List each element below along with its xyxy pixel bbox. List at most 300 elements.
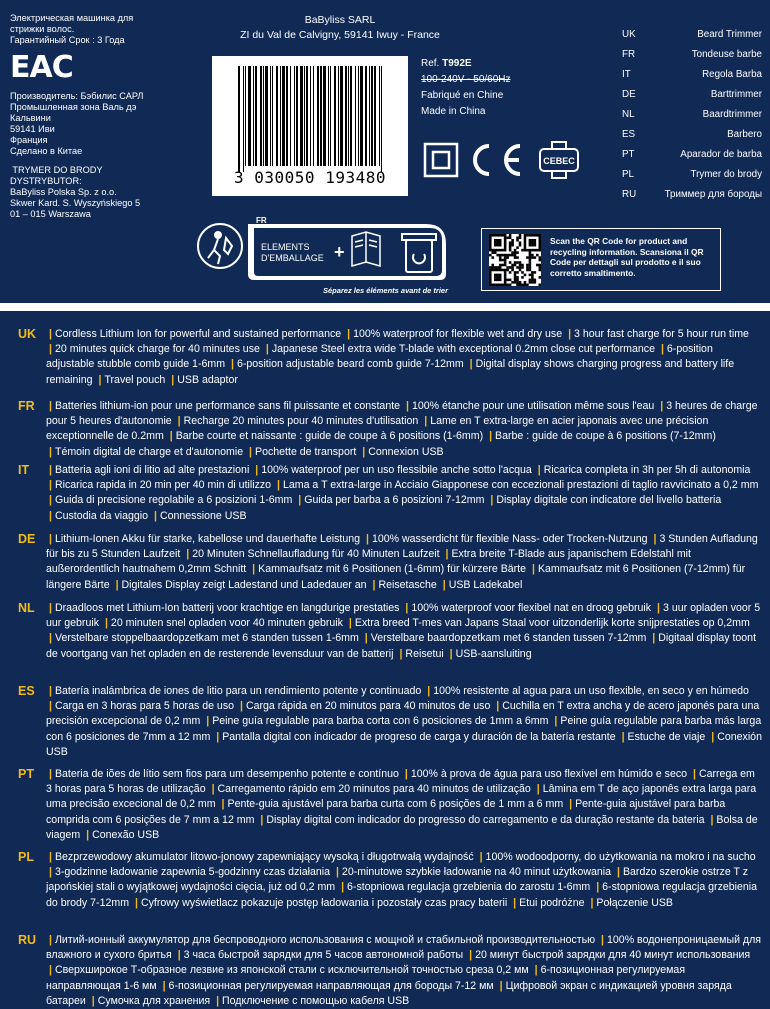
product-name-row — [622, 87, 762, 107]
pl-meta-line: BaByliss Polska Sp. z o.o. — [10, 187, 117, 197]
feature-item: Japanese Steel extra wide T-blade with exceptional 0.2mm close cut performance — [271, 343, 655, 356]
separator-bar: | — [372, 578, 376, 591]
separator-bar: | — [404, 768, 408, 780]
feature-text — [46, 933, 762, 1009]
barcode-number: 3 030050 193480 — [234, 168, 386, 187]
separator-bar: | — [49, 343, 52, 356]
feature-item: Цифровой экран с индикацией уровня заряда батареи — [46, 979, 732, 1007]
separator-bar: | — [49, 964, 52, 977]
feature-text — [46, 850, 762, 911]
feature-item: Pente-guia ajustável para barba comprida com 6 posições de 7 mm a 12 mm — [46, 798, 726, 826]
barcode-bar — [381, 66, 382, 172]
qr-code[interactable] — [489, 234, 541, 286]
feature-item: Bezprzewodowy akumulator litowo-jonowy zapewniający wysoką i długotrwałą wydajność — [54, 851, 474, 863]
feature-item: Batteria agli ioni di litio ad alte prestazioni — [54, 464, 250, 476]
pl-meta-line: Skwer Kard. S. Wyszyńskiego 5 — [10, 198, 141, 208]
separator-bar: | — [177, 949, 181, 962]
separator-bar: | — [341, 881, 345, 894]
feature-text — [46, 399, 762, 460]
separator-bar: | — [653, 533, 657, 545]
separator-bar: | — [711, 730, 715, 743]
made-in-en: Made in China — [421, 106, 486, 117]
feature-item: Conexión USB — [46, 730, 762, 758]
feature-text — [46, 463, 762, 524]
barcode-bar — [365, 66, 367, 166]
separator-bar: | — [49, 768, 52, 780]
product-name: Trymer do brody — [690, 169, 762, 180]
feature-item: Pantalla digital con indicador de progreso de carga y duración de la batería restante — [222, 730, 616, 743]
triman-icon — [198, 224, 242, 268]
separator-bar: | — [255, 464, 259, 476]
feature-item: Kammaufsatz mit 6 Positionen (7-12mm) für längere Bärte — [46, 563, 746, 591]
separator-bar: | — [221, 798, 225, 811]
feature-item: 6-позиционная регулируемая направляющая 1-6 мм — [46, 964, 686, 992]
feature-item: 3 Stunden Aufladung für bis zu 5 Stunden Laufzeit — [46, 533, 758, 561]
feature-item: 100% waterproof for flexible wet and dry use — [353, 328, 563, 340]
barcode — [212, 56, 408, 196]
ru-meta-line: 59141 Иви — [10, 124, 55, 134]
feature-item: 6-stopniowa regulacja grzebienia do zarostu 1-6mm — [347, 881, 591, 894]
cebec-mark-icon — [540, 142, 578, 178]
barcode-bar — [330, 66, 331, 166]
lang-code: NL — [622, 109, 635, 120]
barcode-bar — [369, 66, 370, 166]
separator-bar: | — [617, 866, 620, 879]
barcode-bar — [320, 66, 322, 166]
separator-bar: | — [406, 400, 409, 412]
feature-item: Kammaufsatz mit 6 Positionen (1-6mm) für kürzere Bärte — [258, 563, 527, 576]
feature-item: Témoin digital de charge et d'autonomie — [54, 445, 244, 458]
separator-bar: | — [49, 934, 52, 946]
separator-bar: | — [449, 647, 453, 660]
feature-item: Carga en 3 horas para 5 horas de uso — [54, 700, 235, 713]
product-name-row — [622, 27, 762, 47]
barcode-bar — [310, 66, 311, 166]
separator-bar: | — [427, 685, 431, 697]
barcode-bar — [245, 66, 246, 166]
barcode-bar — [313, 66, 314, 166]
feature-text — [46, 327, 762, 388]
lang-code: IT — [622, 69, 631, 80]
separator-bar: | — [265, 343, 269, 356]
barcode-bar — [360, 66, 363, 166]
separator-bar: | — [91, 994, 95, 1007]
separator-bar: | — [660, 400, 664, 412]
lang-code: UK — [622, 29, 636, 40]
barcode-bar — [348, 66, 349, 166]
feature-item: USB Ladekabel — [448, 578, 523, 591]
feature-item: Ricarica rapida in 20 min per 40 min di utilizzo — [54, 479, 272, 492]
separator-bar: | — [216, 994, 220, 1007]
feature-item: Etui podróżne — [519, 896, 585, 909]
separator-bar: | — [489, 430, 493, 443]
barcode-bar — [263, 66, 264, 166]
barcode-bar — [323, 66, 326, 166]
separator-bar: | — [115, 578, 119, 591]
ru-meta-line: Промышленная зона Валь дэ — [10, 102, 137, 112]
barcode-bar — [296, 66, 298, 166]
feature-item: Bardzo szerokie ostrze T z japońskiej stali o wyjątkowej wydajności cięcia, już od 0,2 mm — [46, 866, 748, 894]
feature-item: Lâmina em T de aço japonês extra larga para uma precisão excecional de 0,2 mm — [46, 783, 757, 811]
feature-item: Display digital com indicador do progresso do carregamento e da duração restante da bateria — [266, 813, 705, 826]
feature-item: 100% waterproof per un uso flessibile anche sotto l'acqua — [261, 464, 532, 476]
separator-bar: | — [568, 328, 572, 340]
separator-bar: | — [479, 851, 483, 863]
ref-block — [421, 56, 511, 120]
barcode-bar — [317, 66, 319, 166]
separator-bar: | — [49, 445, 52, 458]
separator-bar: | — [49, 866, 52, 879]
product-name: Regola Barba — [702, 69, 762, 80]
triman-sorting-info — [196, 216, 452, 296]
separator-bar: | — [49, 479, 52, 492]
separator-bar: | — [660, 343, 664, 356]
separator-bar: | — [596, 881, 600, 894]
feature-item: Digitales Display zeigt Ladestand und Ladedauer an — [121, 578, 367, 591]
separator-bar: | — [211, 783, 215, 796]
separator-bar: | — [239, 700, 243, 713]
section-lang-code: PT — [18, 767, 34, 781]
svg-text:CEBEC: CEBEC — [543, 156, 575, 166]
separator-bar: | — [104, 617, 108, 630]
section-lang-code: PL — [18, 850, 34, 864]
product-name: Barttrimmer — [710, 89, 762, 100]
feature-item: USB adaptor — [177, 373, 238, 386]
barcode-bar — [260, 66, 262, 166]
separator-bar: | — [49, 632, 52, 645]
triman-plus: + — [334, 242, 345, 262]
separator-bar: | — [348, 617, 352, 630]
separator-bar: | — [569, 798, 573, 811]
separator-bar: | — [98, 373, 102, 386]
feature-item: 100% étanche pour une utilisation même sous l'eau — [411, 400, 655, 412]
separator-bar: | — [496, 700, 500, 713]
barcode-bar — [270, 66, 271, 166]
feature-item: Lama a T extra-large in Acciaio Giapponese con eccezionali prestazioni di taglio ravvicinato a 0,2 mm — [282, 479, 759, 492]
feature-item: Cordless Lithium Ion for powerful and sustained performance — [54, 328, 342, 340]
separator-bar: | — [364, 632, 368, 645]
separator-bar: | — [169, 430, 173, 443]
separator-bar: | — [590, 896, 594, 909]
barcode-bar — [306, 66, 308, 166]
feature-item: Peine guía regulable para barba más larga con 6 posiciones de 7mm a 12 mm — [46, 715, 762, 743]
product-name-row — [622, 167, 762, 187]
lang-code: DE — [622, 89, 636, 100]
separator-bar: | — [277, 479, 280, 492]
feature-item: 3 hour fast charge for 5 hour run time — [574, 328, 749, 340]
feature-item: 20 minutes quick charge for 40 minutes use — [54, 343, 260, 356]
feature-item: Recharge 20 minutes pour 40 minutes d'utilisation — [183, 415, 419, 428]
feature-item: 100% wodoodporny, do użytkowania na mokro i na sucho — [485, 851, 756, 863]
section-lang-code: ES — [18, 684, 35, 698]
made-in-fr: Fabriqué en Chine — [421, 90, 504, 101]
separator-bar: | — [490, 494, 494, 507]
separator-bar: | — [692, 768, 696, 780]
feature-item: 6-stopniowa regulacja grzebienia do brody 7-12mm — [46, 881, 758, 909]
lang-code: RU — [622, 189, 637, 200]
separator-bar: | — [442, 578, 446, 591]
feature-item: Connexion USB — [368, 445, 444, 458]
separator-bar: | — [134, 896, 138, 909]
section-lang-code: FR — [18, 399, 35, 413]
ru-meta-line: стрижки волос. — [10, 24, 75, 34]
barcode-bar — [238, 66, 240, 172]
lang-code: FR — [622, 49, 636, 60]
feature-item: Verstelbare baardopzetkam met 6 standen tussen 7-12mm — [370, 632, 647, 645]
feature-item: Verstelbare stoppelbaardopzetkam met 6 standen tussen 1-6mm — [54, 632, 359, 645]
separator-bar: | — [249, 445, 253, 458]
eac-mark-icon: EAC — [10, 50, 73, 85]
feature-item: Batteries lithium-ion pour une performance sans fil puissante et constante — [54, 400, 401, 412]
feature-item: 3 часа быстрой зарядки для 5 часов автономной работы — [183, 949, 464, 962]
separator-bar: | — [230, 358, 234, 371]
barcode-bar — [334, 66, 336, 166]
separator-bar: | — [49, 685, 52, 697]
barcode-bar — [248, 66, 251, 166]
barcode-bar — [340, 66, 343, 166]
barcode-bar — [338, 66, 339, 166]
feature-item: Digital display shows charging progress and battery life remaining — [46, 358, 735, 386]
feature-item: Custodia da viaggio — [54, 509, 149, 522]
separator-bar: | — [49, 851, 52, 863]
label-top-panel — [0, 0, 770, 303]
double-insulation-icon — [425, 144, 457, 176]
product-name-row — [622, 127, 762, 147]
barcode-bar — [304, 66, 305, 166]
separator-bar: | — [335, 866, 339, 879]
barcode-bar — [265, 66, 268, 166]
manufacturer-block — [180, 13, 500, 43]
certification-symbols — [421, 140, 581, 182]
product-name-row — [622, 107, 762, 127]
separator-bar: | — [424, 415, 428, 428]
feature-item: Pente-guia ajustável para barba curta com 6 posições de 1 mm a 6 mm — [227, 798, 564, 811]
feature-item: 3-godzinne ładowanie zapewnia 5-godzinny czas działania — [54, 866, 330, 879]
separator-bar: | — [469, 358, 473, 371]
feature-item: Connessione USB — [159, 509, 247, 522]
feature-text — [46, 767, 762, 843]
separator-bar: | — [153, 509, 157, 522]
lang-code: ES — [622, 129, 636, 140]
barcode-bar — [294, 66, 295, 166]
feature-item: Ricarica completa in 3h per 5h di autonomia — [543, 464, 751, 476]
feature-item: Guida per barba a 6 posizioni 7-12mm — [304, 494, 485, 507]
feature-item: Сумочка для хранения — [97, 994, 211, 1007]
feature-item: 6-position adjustable beard comb guide 7-12mm — [236, 358, 464, 371]
feature-item: Display digitale con indicatore del livello batteria — [496, 494, 722, 507]
barcode-bar — [358, 66, 359, 166]
product-name-list — [622, 27, 762, 207]
barcode-bar — [290, 66, 291, 166]
ru-meta-line: Сделано в Китае — [10, 146, 83, 156]
feature-item: Carregamento rápido em 20 minutos para 40 minutos de utilização — [217, 783, 531, 796]
feature-item: Extra breite T-Blade aus japanischem Edelstahl mit außerordentlich hautnahem 0,2mm Schnitt — [46, 548, 691, 576]
company-name: BaByliss SARL — [304, 14, 376, 26]
feature-item: 3 uur opladen voor 5 uur gebruik — [46, 602, 761, 630]
pl-meta-line: TRYMER DO BRODY — [10, 165, 103, 175]
feature-item: Pochette de transport — [255, 445, 357, 458]
ref-prefix: Ref. — [421, 58, 443, 69]
separator-bar: | — [206, 715, 210, 728]
separator-bar: | — [49, 494, 52, 507]
feature-text — [46, 532, 762, 593]
feature-item: 6-position adjustable stubble comb guide 1-6mm — [46, 343, 713, 371]
section-lang-code: NL — [18, 601, 35, 615]
triman-note: Séparez les éléments avant de trier — [322, 286, 448, 295]
feature-item: USB-aansluiting — [455, 647, 532, 660]
feature-item: 100% resistente al agua para un uso flexible, en seco y en húmedo — [433, 685, 749, 697]
triman-label-2: D'EMBALLAGE — [261, 253, 324, 263]
ru-meta-line: Кальвини — [10, 113, 51, 123]
separator-bar: | — [362, 445, 366, 458]
barcode-bar — [350, 66, 352, 166]
feature-item: Batería inalámbrica de iones de litio para un rendimiento potente y continuado — [54, 685, 422, 697]
barcode-bar — [371, 66, 373, 166]
feature-item: Barbe : guide de coupe à 6 positions (7-12mm) — [495, 430, 716, 443]
separator-bar: | — [49, 464, 52, 476]
separator-bar: | — [601, 934, 605, 946]
separator-bar: | — [469, 949, 473, 962]
product-name-row — [622, 47, 762, 67]
feature-item: Cyfrowy wyświetlacz pokazuje postęp ładowania i pozostały czas pracy baterii — [140, 896, 508, 909]
feature-item: Draadloos met Lithium-Ion batterij voor krachtige en langdurige prestaties — [54, 602, 400, 614]
lang-code: PT — [622, 149, 635, 160]
ru-meta-line: Электрическая машинка для — [10, 13, 134, 23]
feature-item: Estuche de viaje — [627, 730, 706, 743]
section-lang-code: UK — [18, 327, 37, 341]
separator-bar: | — [177, 415, 181, 428]
feature-item: Bateria de iões de lítio sem fios para um desempenho potente e contínuo — [54, 768, 399, 780]
feature-item: Carrega em 3 horas para 5 horas de utilização — [46, 768, 755, 796]
separator-bar: | — [534, 964, 538, 977]
barcode-bar — [374, 66, 376, 166]
separator-bar: | — [347, 328, 351, 340]
feature-text — [46, 601, 762, 662]
feature-item: 6-позиционная регулируемая направляющая для бороды 7-12 мм — [168, 979, 494, 992]
separator-bar: | — [49, 700, 52, 713]
product-name: Tondeuse barbe — [691, 49, 762, 60]
feature-item: 100% водонепроницаемый для влажного и сухого бритья — [46, 934, 762, 962]
section-lang-code: IT — [18, 463, 30, 477]
pl-meta-line: 01 – 015 Warszawa — [10, 209, 91, 219]
product-name: Beard Trimmer — [697, 29, 762, 40]
barcode-bar — [300, 66, 303, 166]
product-name-row — [622, 187, 762, 207]
separator-bar: | — [554, 715, 558, 728]
triman-label-1: ELEMENTS — [261, 242, 310, 252]
separator-bar: | — [399, 647, 403, 660]
barcode-bar — [276, 66, 278, 166]
product-name: Триммер для бороды — [664, 189, 762, 200]
separator-bar: | — [186, 548, 190, 561]
feature-item: 20 Minuten Schnellaufladung für 40 Minuten Laufzeit — [192, 548, 440, 561]
barcode-bar — [345, 66, 347, 166]
separator-bar: | — [531, 563, 535, 576]
feature-item: Lame en T extra-large en acier japonais avec une précision exceptionnelle de 0.2mm — [46, 415, 709, 443]
separator-bar: | — [298, 494, 302, 507]
separator-bar: | — [86, 828, 90, 841]
separator-bar: | — [49, 602, 52, 614]
feature-item: Guida di precisione regolabile a 6 posizioni 1-6mm — [54, 494, 293, 507]
qr-code-icon — [489, 234, 541, 286]
feature-text — [46, 684, 762, 760]
ce-mark-icon — [475, 146, 520, 174]
feature-item: Carga rápida en 20 minutos para 40 minutos de uso — [245, 700, 491, 713]
ref-model: T992E — [442, 58, 472, 69]
feature-item: Peine guía regulable para barba corta con 6 posiciones de 1mm a 6mm — [212, 715, 549, 728]
separator-bar: | — [536, 783, 540, 796]
feature-item: Extra breed T-mes van Japans Staal voor uitzonderlijk korte snijprestaties op 0,2mm — [354, 617, 750, 630]
separator-bar: | — [49, 400, 52, 412]
pl-meta-line: DYSTRYBUTOR: — [10, 176, 82, 186]
separator-bar: | — [652, 632, 656, 645]
barcode-bar — [286, 66, 288, 166]
product-name: Baardtrimmer — [702, 109, 762, 120]
feature-item: Połączenie USB — [596, 896, 673, 909]
feature-item: Bolsa de viagem — [46, 813, 758, 841]
separator-bar: | — [621, 730, 625, 743]
feature-item: 20-minutowe szybkie ładowanie na 40 minut użytkowania — [341, 866, 612, 879]
separator-bar: | — [252, 563, 256, 576]
barcode-bar — [355, 66, 356, 166]
ru-meta-line: Гарантийный Срок : 3 Года — [10, 35, 125, 45]
separator-bar: | — [49, 509, 52, 522]
separator-bar: | — [365, 533, 369, 545]
feature-item: Reisetui — [405, 647, 444, 660]
feature-item: Подключение с помощью кабеля USB — [222, 994, 410, 1007]
feature-item: Conexão USB — [92, 828, 160, 841]
feature-item: Сверхширокое Т-образное лезвие из японской стали с исключительной точностью среза 0,2 мм — [54, 964, 529, 977]
separator-bar: | — [216, 730, 220, 743]
barcode-bar — [253, 66, 254, 166]
separator-bar: | — [537, 464, 541, 476]
feature-list-panel — [0, 311, 770, 1009]
separator-bar: | — [513, 896, 517, 909]
feature-item: 100% à prova de água para uso flexível em húmido e seco — [410, 768, 688, 780]
feature-item: Travel pouch — [104, 373, 166, 386]
barcode-bar — [255, 66, 257, 166]
feature-item: Digitaal display toont de voortgang van het opladen en de resterende levensduur van de batterij — [46, 632, 757, 660]
feature-item: Lithium-Ionen Akku für starke, kabellose und dauerhafte Leistung — [54, 533, 361, 545]
product-name-row — [622, 147, 762, 167]
separator-bar: | — [49, 328, 52, 340]
separator-bar: | — [657, 602, 660, 614]
section-lang-code: RU — [18, 933, 37, 947]
feature-item: 20 minuten snel opladen voor 40 minuten gebruik — [110, 617, 343, 630]
qr-info-box — [481, 228, 721, 291]
ru-legal-block — [10, 13, 170, 220]
barcode-bar — [282, 66, 285, 166]
product-name-row — [622, 67, 762, 87]
barcode-bar — [328, 66, 329, 166]
separator-bar: | — [710, 813, 714, 826]
barcode-bar — [379, 66, 380, 166]
barcode-bar — [272, 66, 273, 166]
qr-instructions: Scan the QR Code for product and recycling information. Scansiona il QR Code per dettagli sul prodotto e il suo corretto smaltimento. — [550, 236, 704, 278]
barcode-bar — [280, 66, 281, 166]
separator-bar: | — [260, 813, 264, 826]
triman-country: FR — [256, 216, 267, 225]
separator-bar: | — [171, 373, 175, 386]
separator-bar: | — [49, 533, 52, 545]
separator-bar: | — [162, 979, 166, 992]
feature-item: 100% waterproof voor flexibel nat en droog gebruik — [411, 602, 652, 614]
separator-bar: | — [445, 548, 449, 561]
company-address: ZI du Val de Calvigny, 59141 Iwuy - France — [240, 29, 440, 41]
ru-meta-line: Производитель: Бэбилис САРЛ — [10, 91, 144, 101]
separator-bar: | — [499, 979, 503, 992]
barcode-bar — [243, 66, 244, 172]
